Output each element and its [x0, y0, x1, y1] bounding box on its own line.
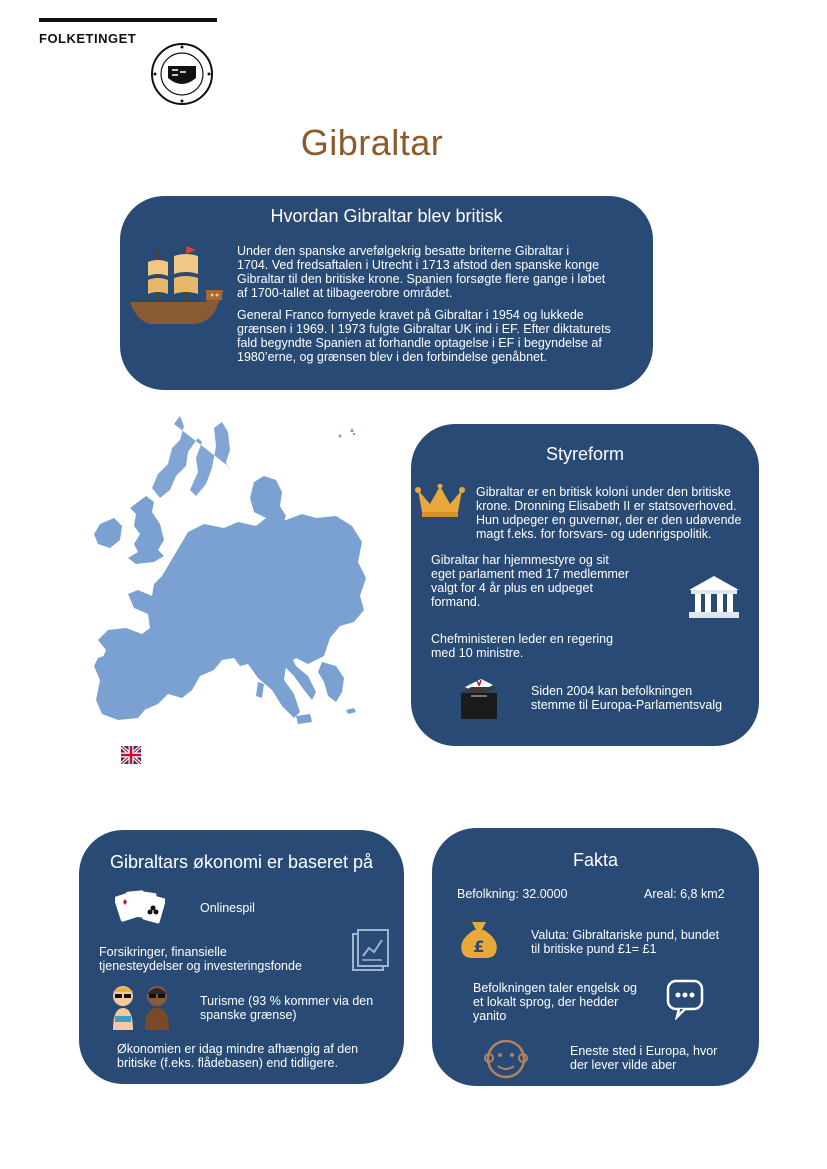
folketinget-seal-icon: [150, 42, 214, 106]
government-paragraph-2: Gibraltar har hjemmestyre og sit eget parlament med 17 medlemmer valgt for 4 år plus en udpeget formand.: [431, 553, 630, 609]
facts-currency: Valuta: Gibraltariske pund, bundet til britiske pund £1= £1: [531, 928, 720, 956]
economy-item-online-gaming: Onlinespil: [200, 901, 255, 915]
economy-card: [79, 830, 404, 1084]
playing-cards-icon: [115, 888, 165, 928]
economy-item-independence: Økonomien er idag mindre afhængig af den britiske (f.eks. flådebasen) end tidligere.: [117, 1042, 359, 1070]
monkey-icon: [484, 1038, 528, 1080]
facts-area: Areal: 6,8 km2: [644, 887, 725, 901]
speech-bubble-icon: [665, 978, 705, 1020]
crown-icon: [414, 484, 466, 518]
tourists-icon: [105, 982, 177, 1032]
economy-item-tourism: Turisme (93 % kommer via den spanske grænse): [200, 994, 374, 1022]
ballot-box-icon: [457, 677, 501, 721]
financial-report-icon: [349, 928, 391, 972]
government-heading: Styreform: [545, 444, 624, 464]
history-paragraph-1: Under den spanske arvefølgekrig besatte briterne Gibraltar i 1704. Ved fredsaftalen i Utrecht i 1713 afstod den spanske konge Gibraltar til den britiske krone. Spanien forsøgte flere gange i løbet af 1700-tallet at tilbageerobre området.: [237, 244, 606, 300]
economy-heading: Gibraltars økonomi er baseret på: [109, 852, 374, 872]
uk-flag-icon: [121, 746, 141, 764]
facts-language: Befolkningen taler engelsk og et lokalt sprog, der hedder yanito: [473, 981, 638, 1023]
money-bag-icon: [458, 918, 500, 960]
page-title: Gibraltar: [300, 122, 444, 163]
parliament-building-icon: [687, 574, 741, 620]
header-rule: [39, 18, 217, 22]
government-paragraph-1: Gibraltar er en britisk koloni under den britiske krone. Dronning Elisabeth II er statsoverhoved. Hun udpeger en guvernør, der er den udøvende magt f.eks. for forsvars- og udenrigspolitik.: [476, 485, 742, 541]
economy-item-finance: Forsikringer, finansielle tjenesteydelser og investeringsfonde: [99, 945, 302, 973]
svg-text:£: £: [473, 937, 485, 956]
facts-card: [432, 828, 759, 1086]
europe-map: [78, 412, 400, 762]
brand-name: FOLKETINGET: [39, 31, 137, 46]
facts-population: Befolkning: 32.0000: [457, 887, 568, 901]
ship-icon: [128, 242, 226, 330]
history-card: [120, 196, 653, 390]
facts-apes: Eneste sted i Europa, hvor der lever vilde aber: [570, 1044, 718, 1072]
history-paragraph-2: General Franco fornyede kravet på Gibraltar i 1954 og lukkede grænsen i 1969. I 1973 fulgte Gibraltar UK ind i EF. Efter diktaturets fald begyndte Spanien at forhandle optagelse i EF i begyndelse af 1980’erne, og grænsen blev i den forbindelse genåbnet.: [237, 308, 611, 364]
government-card: [411, 424, 759, 746]
government-paragraph-3: Chefministeren leder en regering med 10 ministre.: [431, 632, 614, 660]
history-heading: Hvordan Gibraltar blev britisk: [270, 206, 503, 226]
government-paragraph-4: Siden 2004 kan befolkningen stemme til Europa-Parlamentsvalg: [531, 684, 723, 712]
facts-heading: Fakta: [572, 850, 619, 870]
